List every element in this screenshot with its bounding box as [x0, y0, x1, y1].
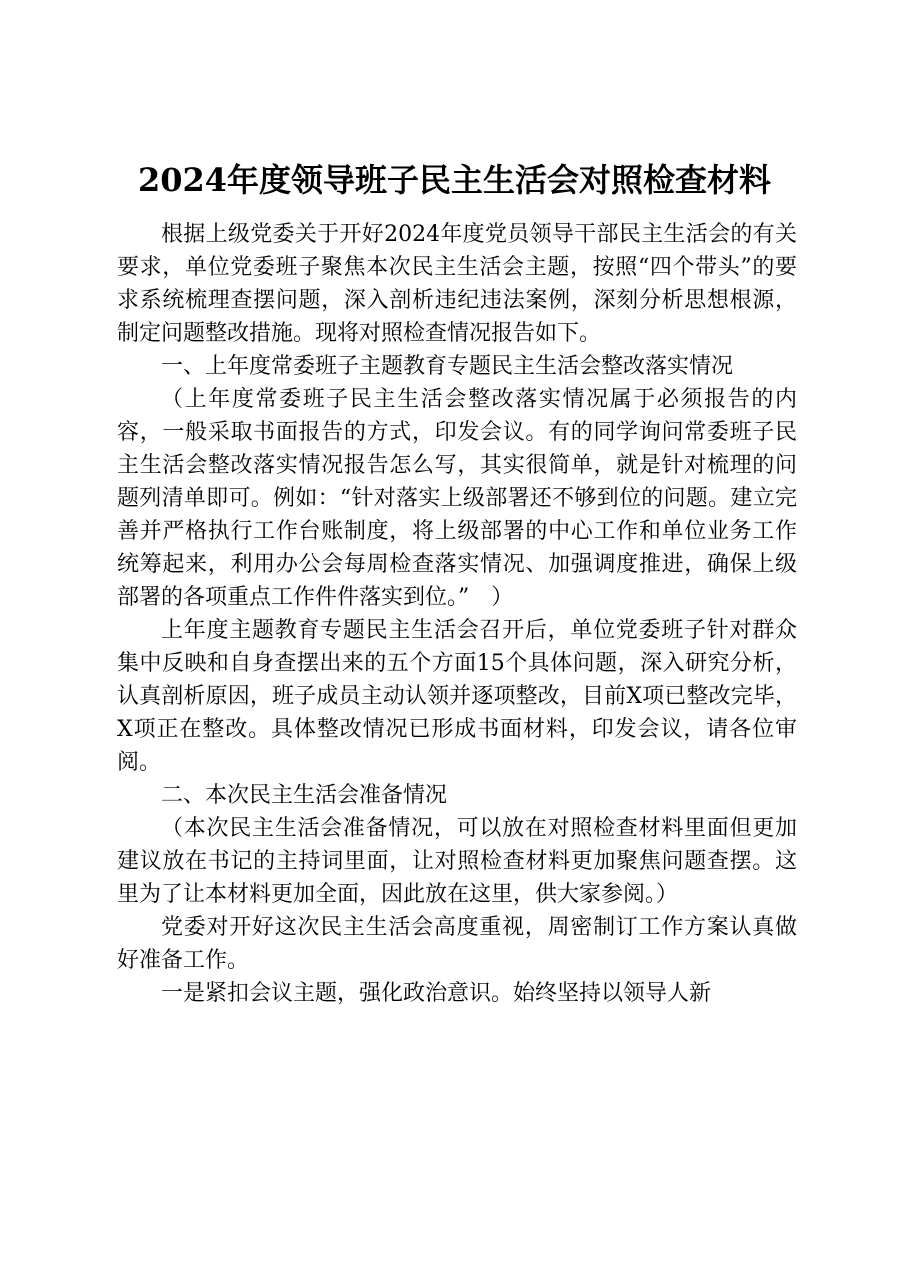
paragraph-rectification-status: 上年度主题教育专题民主生活会召开后，单位党委班子针对群众集中反映和自身查摆出来的五个方面15个具体问题，深入研究分析，认真剖析原因，班子成员主动认领并逐项整改，目前X项已整改完毕，X项正在整改。具体整改情况已形成书面材料，印发会议，请各位审阅。: [117, 618, 797, 775]
document-title: 2024年度领导班子民主生活会对照检查材料: [137, 161, 772, 199]
paragraph-point-one: 一是紧扣会议主题，强化政治意识。始终坚持以领导人新: [161, 981, 712, 1006]
section-heading-1: 一、上年度常委班子主题教育专题民主生活会整改落实情况: [161, 354, 734, 379]
paragraph-note-preparation: （本次民主生活会准备情况，可以放在对照检查材料里面但更加建议放在书记的主持词里面，让对照检查材料更加聚焦问题查摆。这里为了让本材料更加全面，因此放在这里，供大家参阅。）: [117, 816, 797, 907]
section-heading-2: 二、本次民主生活会准备情况: [161, 783, 448, 808]
paragraph-intro: 根据上级党委关于开好2024年度党员领导干部民主生活会的有关要求，单位党委班子聚焦本次民主生活会主题，按照“四个带头”的要求系统梳理查摆问题，深入剖析违纪违法案例，深刻分析思想根源，制定问题整改措施。现将对照检查情况报告如下。: [117, 222, 797, 346]
paragraph-note-rectification: （上年度常委班子民主生活会整改落实情况属于必须报告的内容，一般采取书面报告的方式，印发会议。有的同学询问常委班子民主生活会整改落实情况报告怎么写，其实很简单，就是针对梳理的问题列清单即可。例如：“针对落实上级部署还不够到位的问题。建立完善并严格执行工作台账制度，将上级部署的中心工作和单位业务工作统筹起来，利用办公会每周检查落实情况、加强调度推进，确保上级部署的各项重点工作件件落实到位。” ）: [117, 387, 797, 610]
paragraph-preparation: 党委对开好这次民主生活会高度重视，周密制订工作方案认真做好准备工作。: [117, 915, 797, 973]
document-body: [117, 218, 797, 1010]
